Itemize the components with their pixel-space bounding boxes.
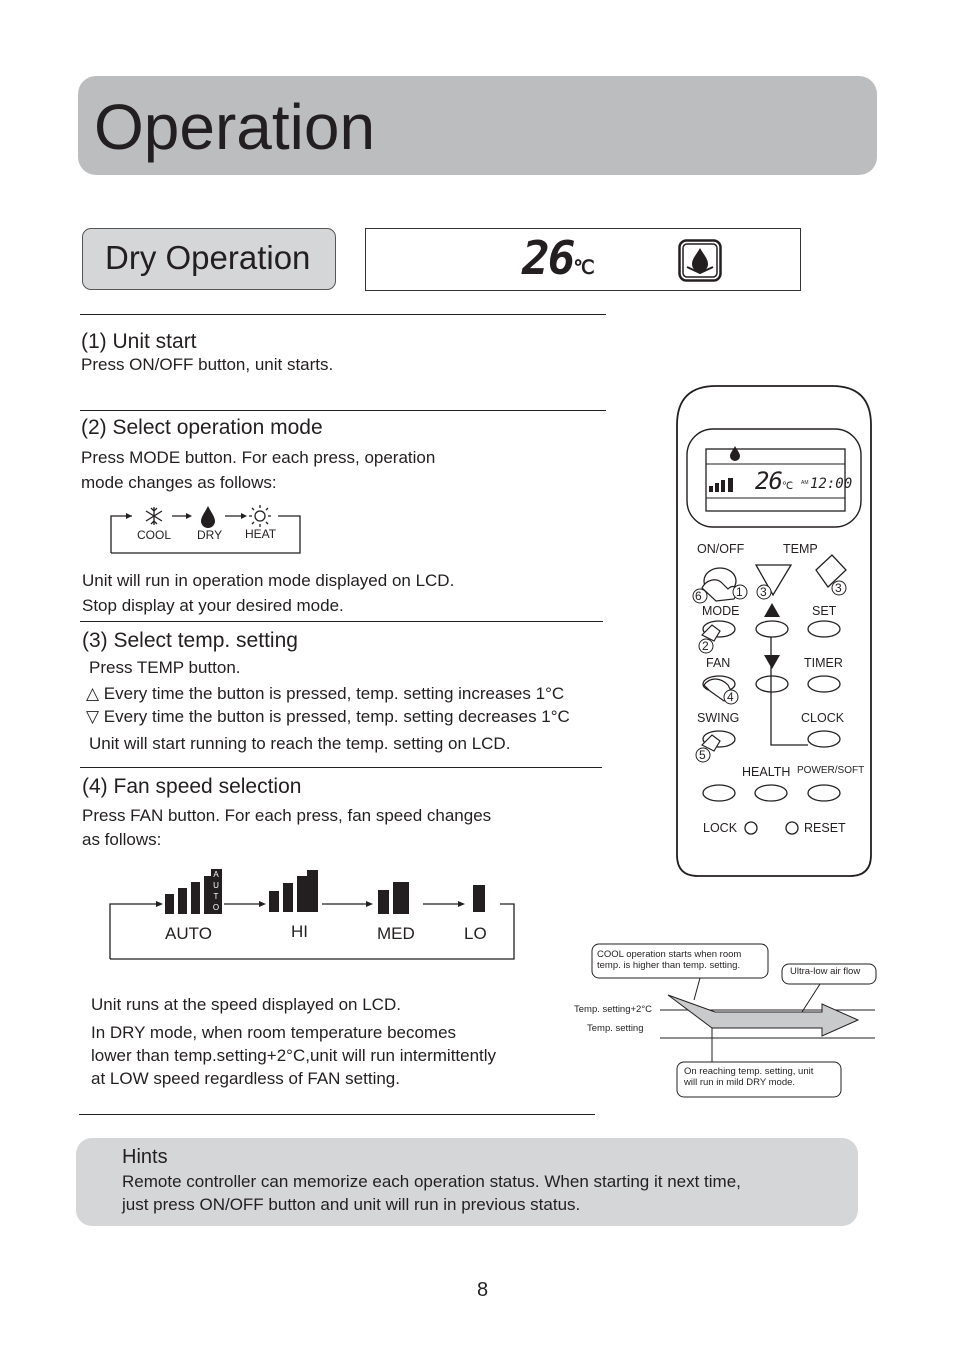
mode-label-heat: HEAT <box>245 527 277 541</box>
step-4-after-2: In DRY mode, when room temperature becomes <box>91 1023 457 1042</box>
callout-number: 1 <box>736 585 743 599</box>
divider <box>79 1114 595 1115</box>
note-cool-line-2: temp. is higher than temp. setting. <box>597 960 741 971</box>
page-number: 8 <box>477 1279 489 1301</box>
remote-lcd-clock: 12:00 <box>810 476 853 492</box>
auto-tag-letter: O <box>212 903 220 912</box>
fan-label-lo: LO <box>464 924 487 943</box>
remote-lcd-temp <box>755 467 792 501</box>
divider <box>80 767 602 768</box>
callout-number: 5 <box>699 748 706 762</box>
step-2-after-1: Unit will run in operation mode displayed on LCD. <box>82 571 455 590</box>
lcd-temp-readout <box>522 232 593 294</box>
label-swing: SWING <box>697 711 740 725</box>
fan-label-auto: AUTO <box>165 924 212 943</box>
step-2-after-2: Stop display at your desired mode. <box>82 596 344 615</box>
auto-tag-letter: A <box>213 870 219 879</box>
section-title: Dry Operation <box>105 239 311 276</box>
auto-tag <box>211 869 221 913</box>
fan-speed-cycle-diagram <box>108 866 518 962</box>
lcd-temp-value: 26 <box>522 231 574 285</box>
sun-icon <box>249 505 271 527</box>
auto-tag-letter: U <box>213 881 219 890</box>
remote-controller <box>676 385 872 877</box>
callout-number: 6 <box>695 589 702 603</box>
step-4-heading: (4) Fan speed selection <box>82 775 302 798</box>
step-3-line-2: △ Every time the button is pressed, temp. setting increases 1°C <box>86 684 565 703</box>
label-temp-setting: Temp. setting <box>587 1023 644 1034</box>
mode-label-cool: COOL <box>137 528 172 542</box>
callout-number: 3 <box>760 585 767 599</box>
label-temp: TEMP <box>783 542 818 556</box>
label-fan: FAN <box>706 656 731 670</box>
remote-lcd-ampm: AM <box>801 480 809 486</box>
remote-lcd-temp-unit: ℃ <box>781 481 793 492</box>
snowflake-icon <box>146 507 162 525</box>
step-2-line-1: Press MODE button. For each press, operation <box>81 448 436 467</box>
note-reach-line-2: will run in mild DRY mode. <box>684 1077 796 1088</box>
divider <box>80 314 606 315</box>
fan-label-hi: HI <box>291 922 308 941</box>
step-2-heading: (2) Select operation mode <box>81 416 323 439</box>
step-3-line-4: Unit will start running to reach the temp. setting on LCD. <box>89 734 511 753</box>
label-clock: CLOCK <box>801 711 845 725</box>
step-1-text: Press ON/OFF button, unit starts. <box>81 355 334 374</box>
label-set: SET <box>812 604 837 618</box>
callout-number: 2 <box>702 639 709 653</box>
hints-title: Hints <box>122 1146 168 1168</box>
divider <box>80 410 606 411</box>
fan-lo-bars-icon <box>473 885 485 912</box>
label-lock: LOCK <box>703 821 738 835</box>
step-1-heading: (1) Unit start <box>81 330 197 353</box>
step-4-after-4: at LOW speed regardless of FAN setting. <box>91 1069 400 1088</box>
label-temp-plus2: Temp. setting+2°C <box>574 1004 652 1015</box>
fan-hi-bars-icon <box>269 870 318 912</box>
label-onoff: ON/OFF <box>697 542 745 556</box>
label-power-soft: POWER/SOFT <box>797 765 865 776</box>
airflow-arrow <box>668 995 858 1036</box>
divider <box>80 621 603 622</box>
label-reset: RESET <box>804 821 846 835</box>
lcd-temp-unit: ℃ <box>573 257 593 279</box>
dry-mode-icon <box>678 239 722 282</box>
fan-med-bars-icon <box>378 882 409 914</box>
step-4-line-2: as follows: <box>82 830 162 849</box>
note-reach-line-1: On reaching temp. setting, unit <box>684 1066 814 1077</box>
step-3-line-1: Press TEMP button. <box>89 658 241 677</box>
label-health: HEALTH <box>742 765 791 779</box>
step-4-after-1: Unit runs at the speed displayed on LCD. <box>91 995 401 1014</box>
page-title: Operation <box>94 91 376 163</box>
step-4-line-1: Press FAN button. For each press, fan speed changes <box>82 806 492 825</box>
hints-line-1: Remote controller can memorize each operation status. When starting it next time, <box>122 1172 741 1191</box>
mode-label-dry: DRY <box>197 528 223 542</box>
note-ultra: Ultra-low air flow <box>790 966 861 977</box>
step-3-heading: (3) Select temp. setting <box>82 629 298 652</box>
fan-label-med: MED <box>377 924 415 943</box>
remote-lcd-temp-value: 26 <box>755 467 782 495</box>
label-mode: MODE <box>702 604 740 618</box>
step-4-after-3: lower than temp.setting+2°C,unit will run intermittently <box>91 1046 497 1065</box>
drop-icon <box>201 506 215 528</box>
note-cool-line-1: COOL operation starts when room <box>597 949 742 960</box>
callout-number: 4 <box>727 690 734 704</box>
label-timer: TIMER <box>804 656 843 670</box>
callout-number: 3 <box>835 581 842 595</box>
step-3-line-3: ▽ Every time the button is pressed, temp. setting decreases 1°C <box>86 707 570 726</box>
auto-tag-letter: T <box>213 892 219 901</box>
hints-line-2: just press ON/OFF button and unit will run in previous status. <box>122 1195 581 1214</box>
step-2-line-2: mode changes as follows: <box>81 473 277 492</box>
